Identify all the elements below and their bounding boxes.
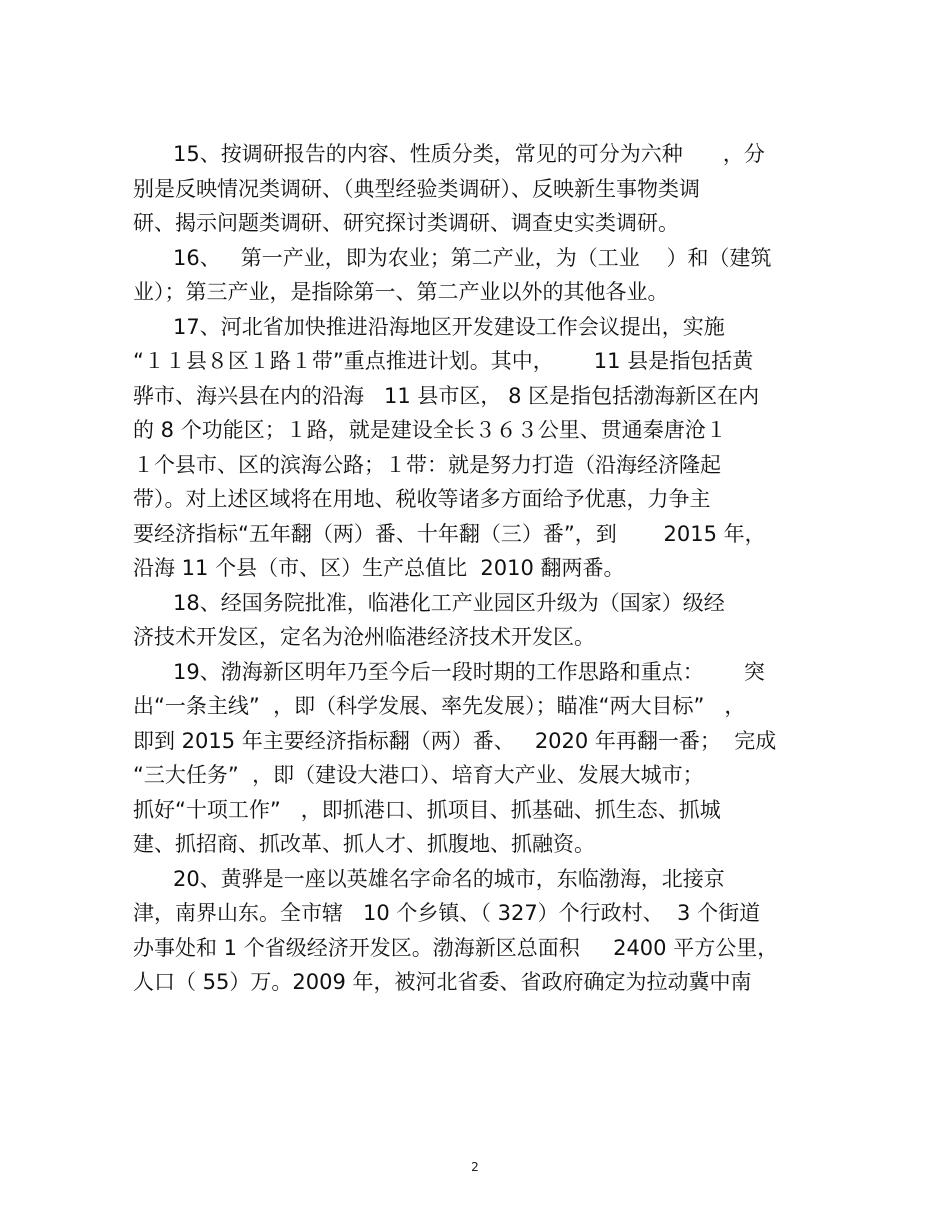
- text-line: 济技术开发区，定名为沧州临港经济技术开发区。: [133, 625, 595, 649]
- text-line: 15、按调研报告的内容、性质分类，常见的可分为六种 ，分: [133, 142, 765, 166]
- text-line: １个县市、区的滨海公路；１带：就是努力打造（沿海经济隆起: [133, 452, 721, 477]
- text-line: 沿海 11 个县（市、区）生产总值比 2010 翻两番。: [133, 556, 625, 580]
- text-line: “三大任务” ，即（建设大港口）、培育大产业、发展大城市；: [133, 763, 704, 787]
- document-body: [133, 137, 833, 1000]
- text-line: 人口（ 55）万。2009 年，被河北省委、省政府确定为拉动冀中南: [133, 970, 752, 994]
- text-line: 20、黄骅是一座以英雄名字命名的城市，东临渤海，北接京: [133, 866, 725, 891]
- text-line: 19、渤海新区明年乃至今后一段时期的工作思路和重点： 突: [133, 659, 765, 684]
- text-line: 带）。对上述区域将在用地、税收等诸多方面给予优惠，力争主: [133, 487, 711, 511]
- text-line: 出“一条主线” ，即（科学发展、率先发展）；瞄准“两大目标” ，: [133, 694, 746, 718]
- text-line: 津，南界山东。全市辖 10 个乡镇、（ 327）个行政村、 3 个街道: [133, 901, 761, 925]
- text-line: 别是反映情况类调研、（典型经验类调研）、反映新生事物类调: [133, 176, 700, 201]
- text-line: 的 8 个功能区；１路，就是建设全长３６３公里、贯通秦唐沧１: [133, 418, 727, 442]
- text-line: 18、经国务院批准，临港化工产业园区升级为（国家）级经: [133, 590, 725, 615]
- text-line: “１１县８区１路１带”重点推进计划。其中， 11 县是指包括黄: [133, 349, 754, 373]
- text-line: 17、河北省加快推进沿海地区开发建设工作会议提出，实施: [133, 314, 725, 339]
- text-line: 骅市、海兴县在内的沿海 11 县市区， 8 区是指包括渤海新区在内: [133, 383, 760, 408]
- text-line: 业）；第三产业，是指除第一、第二产业以外的其他各业。: [133, 280, 669, 304]
- text-line: 办事处和 1 个省级经济开发区。渤海新区总面积 2400 平方公里，: [133, 935, 779, 960]
- text-line: 即到 2015 年主要经济指标翻（两）番、 2020 年再翻一番； 完成: [133, 728, 777, 753]
- text-line: 研、揭示问题类调研、研究探讨类调研、调查史实类调研。: [133, 211, 679, 235]
- text-line: 16、 第一产业，即为农业；第二产业，为（工业 ）和（建筑: [133, 245, 772, 270]
- text-line: 要经济指标“五年翻（两）番、十年翻（三）番”，到 2015 年，: [133, 521, 766, 546]
- text-line: 建、抓招商、抓改革、抓人才、抓腹地、抓融资。: [133, 832, 595, 856]
- page-number: 2: [471, 1160, 479, 1174]
- text-line: 抓好“十项工作” ，即抓港口、抓项目、抓基础、抓生态、抓城: [133, 797, 721, 822]
